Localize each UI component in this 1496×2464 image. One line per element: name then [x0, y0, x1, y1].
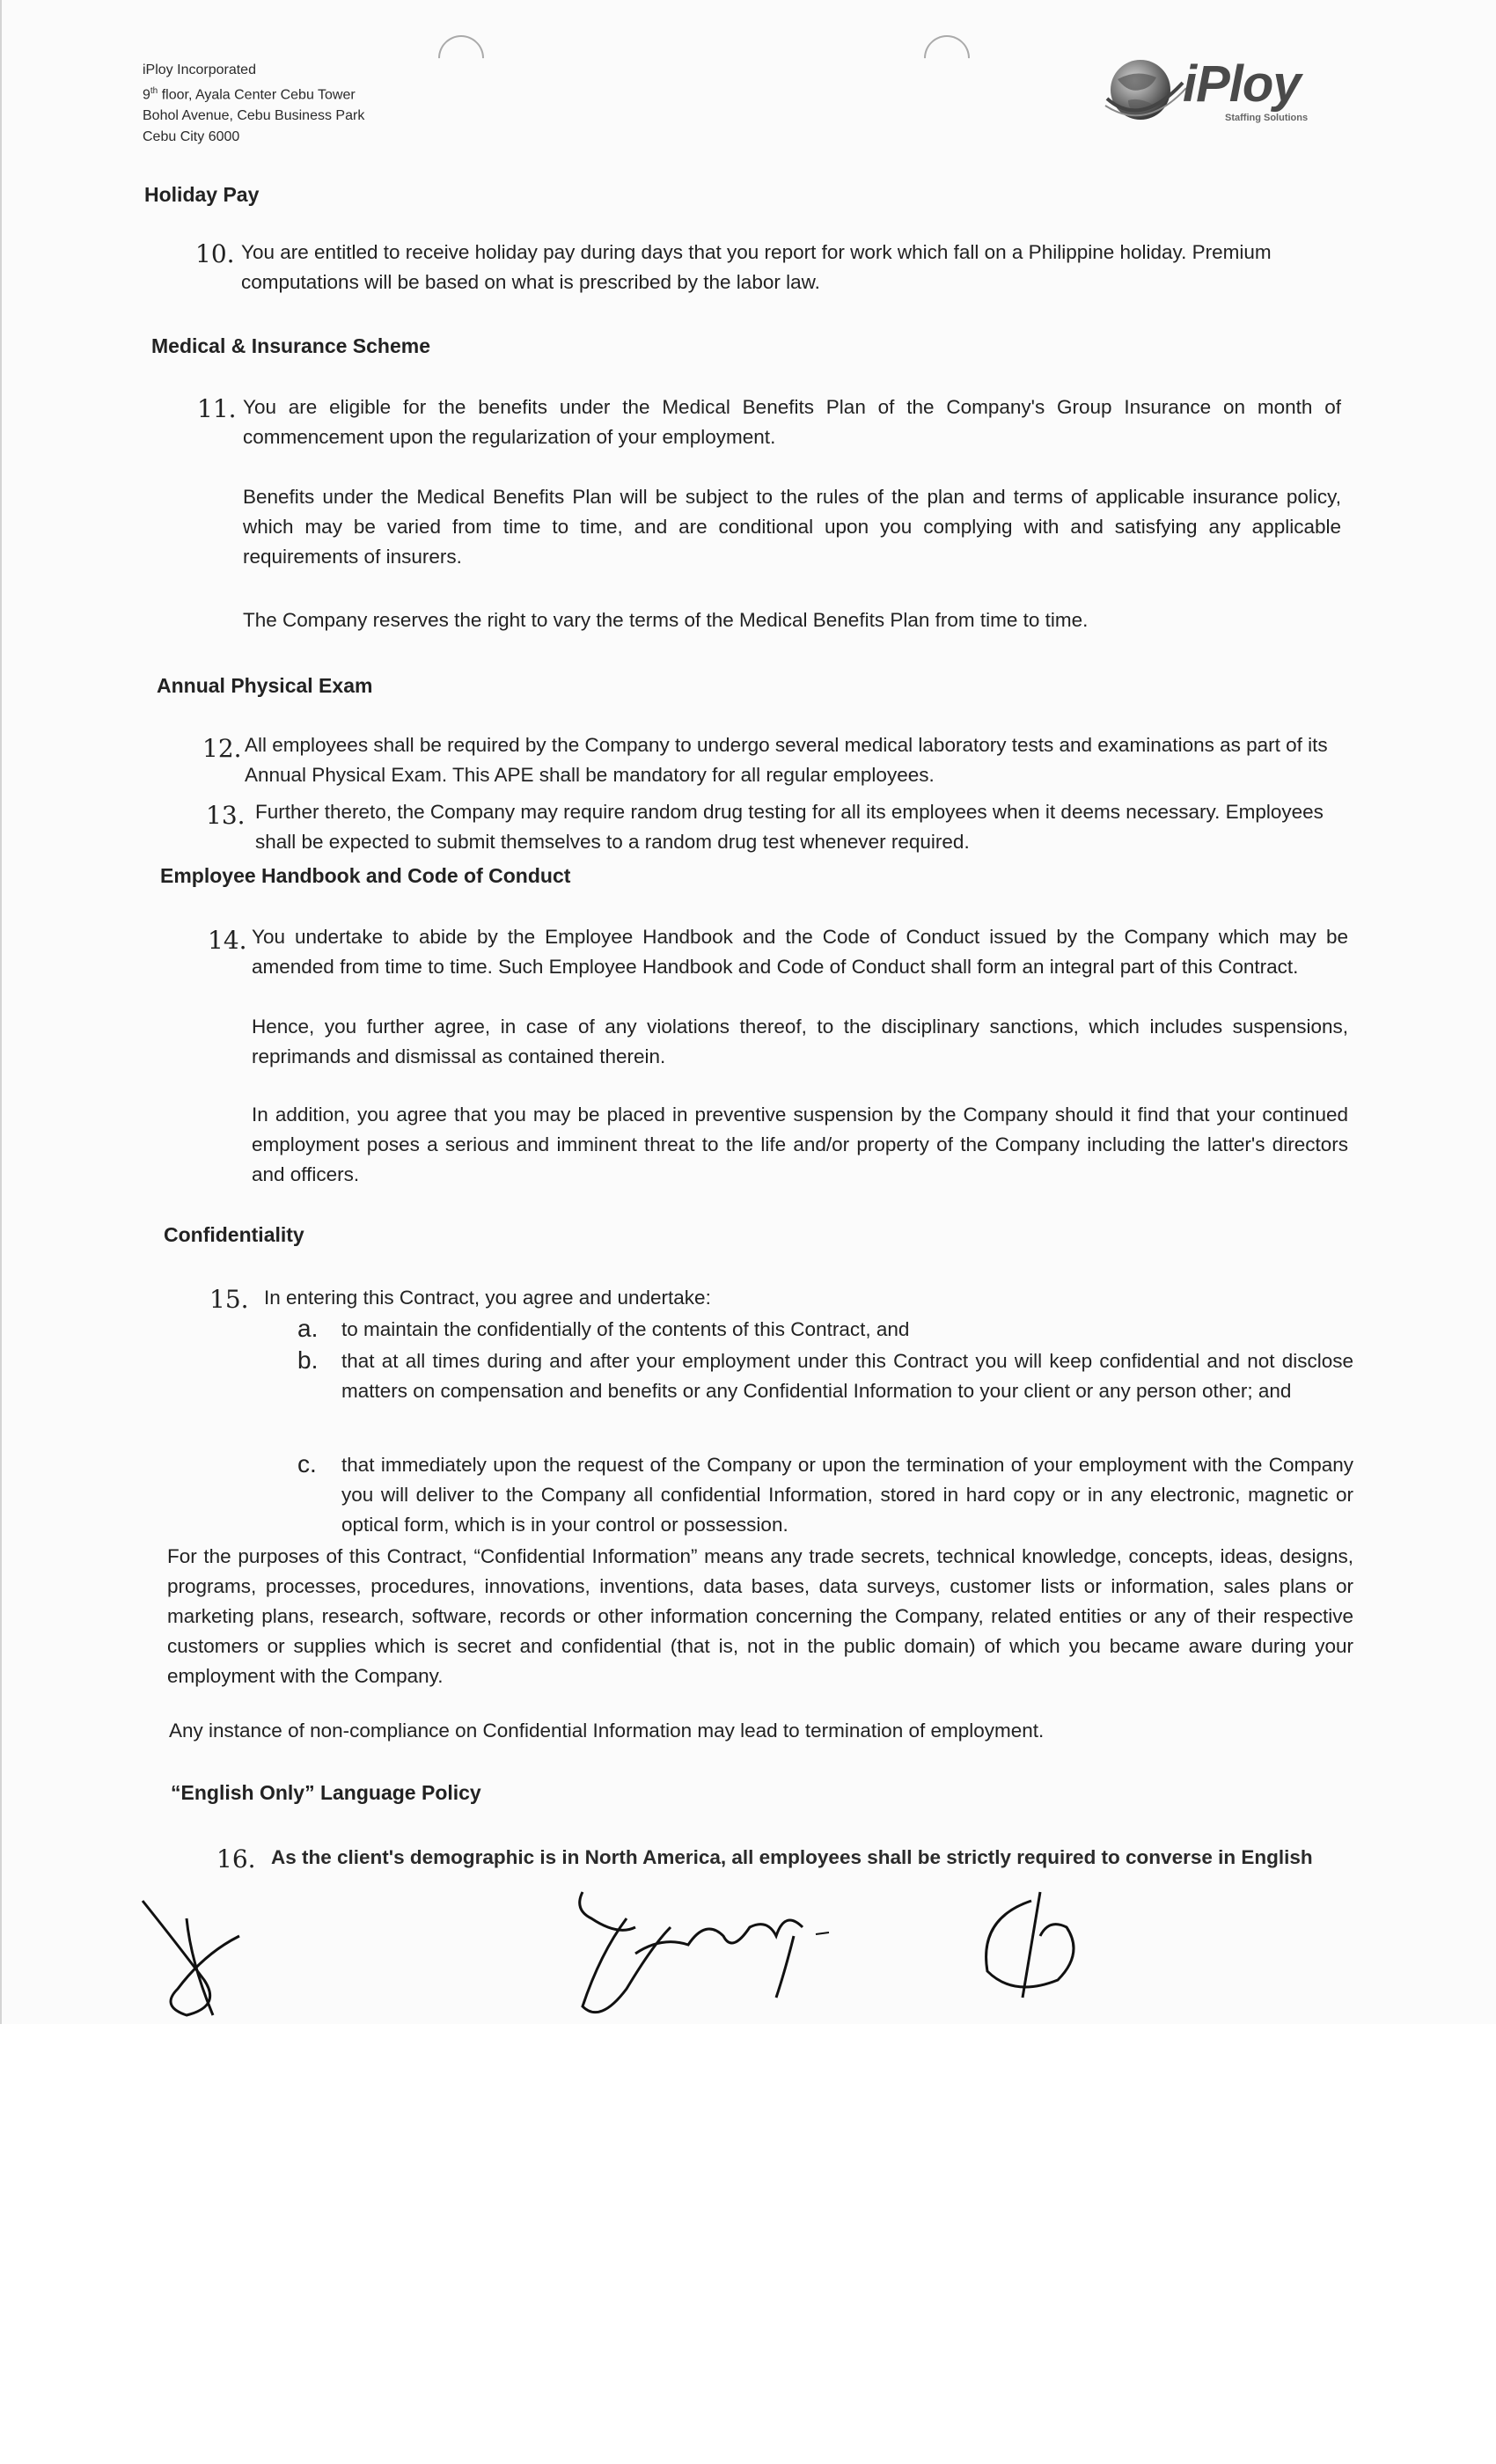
clause-11-text: You are eligible for the benefits under the Medical Benefits Plan of the Company's Group Insurance on month of commencement upon the regularization of your employment. [243, 396, 1341, 448]
medical-benefits-paragraph: Benefits under the Medical Benefits Plan will be subject to the rules of the plan and terms of applicable insurance policy, which may be varied from time to time, and are conditional upon you complying with and satisfying any applicable requirements of insurers. [243, 486, 1341, 568]
clause-number-11: 11. [197, 394, 237, 423]
company-logo [1102, 44, 1331, 132]
sub-item-letter-a: a. [297, 1315, 319, 1342]
clause-10-text: You are entitled to receive holiday pay during days that you report for work which fall on a Philippine holiday. Premium computations will be based on what is prescribed by the labor law. [241, 241, 1272, 293]
non-compliance-paragraph: Any instance of non-compliance on Confidential Information may lead to termination of employment. [169, 1720, 1045, 1742]
logo-tagline: Staffing Solutions [1225, 113, 1309, 123]
heading-annual-physical-exam: Annual Physical Exam [157, 674, 373, 697]
clause-13-text: Further thereto, the Company may require random drug testing for all its employees when it deems necessary. Employees shall be expected to submit themselves to a random drug test whenever required. [255, 801, 1324, 853]
heading-english-only-policy: “English Only” Language Policy [171, 1781, 481, 1804]
clause-14-sanctions: Hence, you further agree, in case of any violations thereof, to the disciplinary sanctions, which includes suspensions, reprimands and dismissal as contained therein. [252, 1016, 1348, 1067]
signature-initial-right [970, 1883, 1102, 2006]
clause-number-12: 12. [202, 734, 242, 763]
sub-item-letter-c: c. [297, 1450, 317, 1478]
clause-number-10: 10. [195, 239, 235, 268]
clause-number-13: 13. [206, 801, 246, 830]
medical-reserve-paragraph: The Company reserves the right to vary the terms of the Medical Benefits Plan from time to time. [243, 609, 1089, 631]
punch-hole-right [914, 26, 979, 91]
heading-employee-handbook: Employee Handbook and Code of Conduct [160, 864, 571, 887]
clause-16-text: As the client's demographic is in North America, all employees shall be strictly required to converse in English [271, 1846, 1313, 1868]
clause-15-intro: In entering this Contract, you agree and undertake: [264, 1287, 711, 1309]
heading-holiday-pay: Holiday Pay [144, 183, 260, 206]
address-line-2: Bohol Avenue, Cebu Business Park [143, 108, 365, 124]
logo-wordmark: iPloy [1183, 55, 1301, 113]
preventive-suspension-paragraph: In addition, you agree that you may be placed in preventive suspension by the Company should it find that your continued employment poses a serious and imminent threat to the life and/or property of the Company including the latter's directors and officers. [252, 1104, 1348, 1185]
sub-item-letter-b: b. [297, 1346, 319, 1374]
clause-12-text: All employees shall be required by the Company to undergo several medical laboratory tests and examinations as part of its Annual Physical Exam. This APE shall be mandatory for all regular employees. [245, 734, 1328, 786]
confidential-information-definition: For the purposes of this Contract, “Confidential Information” means any trade secrets, technical knowledge, concepts, ideas, designs, programs, processes, procedures, innovations, inventions, data bases, data surveys, customer lists or information, sales plans or marketing plans, research, software, records or other information concerning the Company, related entities or any of their respective customers or supplies which is secret and confidential (that is, not in the public domain) of which you became aware during your employment with the Company. [167, 1545, 1353, 1687]
company-address [143, 60, 364, 148]
sub-item-text-a: to maintain the confidentially of the contents of this Contract, and [341, 1318, 910, 1340]
signature-initial-left [125, 1883, 266, 2024]
clause-number-16: 16. [216, 1844, 256, 1874]
heading-confidentiality: Confidentiality [164, 1223, 304, 1246]
clause-14-text: You undertake to abide by the Employee Handbook and the Code of Conduct issued by the Company which may be amended from time to time. Such Employee Handbook and Code of Conduct shall form an integral part of this Contract. [252, 926, 1348, 978]
heading-medical-insurance: Medical & Insurance Scheme [151, 334, 431, 357]
sub-item-text-b: that at all times during and after your employment under this Contract you will keep confidential and not disclose matters on compensation and benefits or any Confidential Information to your client or any person other; and [341, 1350, 1353, 1402]
sub-item-text-c: that immediately upon the request of the Company or upon the termination of your employment with the Company you will deliver to the Company all confidential Information, stored in hard copy or in any electronic, magnetic or optical form, which is in your control or possession. [341, 1454, 1353, 1536]
punch-hole-left [429, 26, 494, 91]
company-name: iPloy Incorporated [143, 62, 256, 77]
address-line-1: 9th floor, Ayala Center Cebu Tower [143, 86, 356, 103]
clause-number-14: 14. [208, 926, 247, 955]
signature-main [565, 1874, 882, 2033]
clause-number-15: 15. [209, 1285, 249, 1314]
address-line-3: Cebu City 6000 [143, 129, 240, 145]
globe-icon [1102, 44, 1190, 132]
